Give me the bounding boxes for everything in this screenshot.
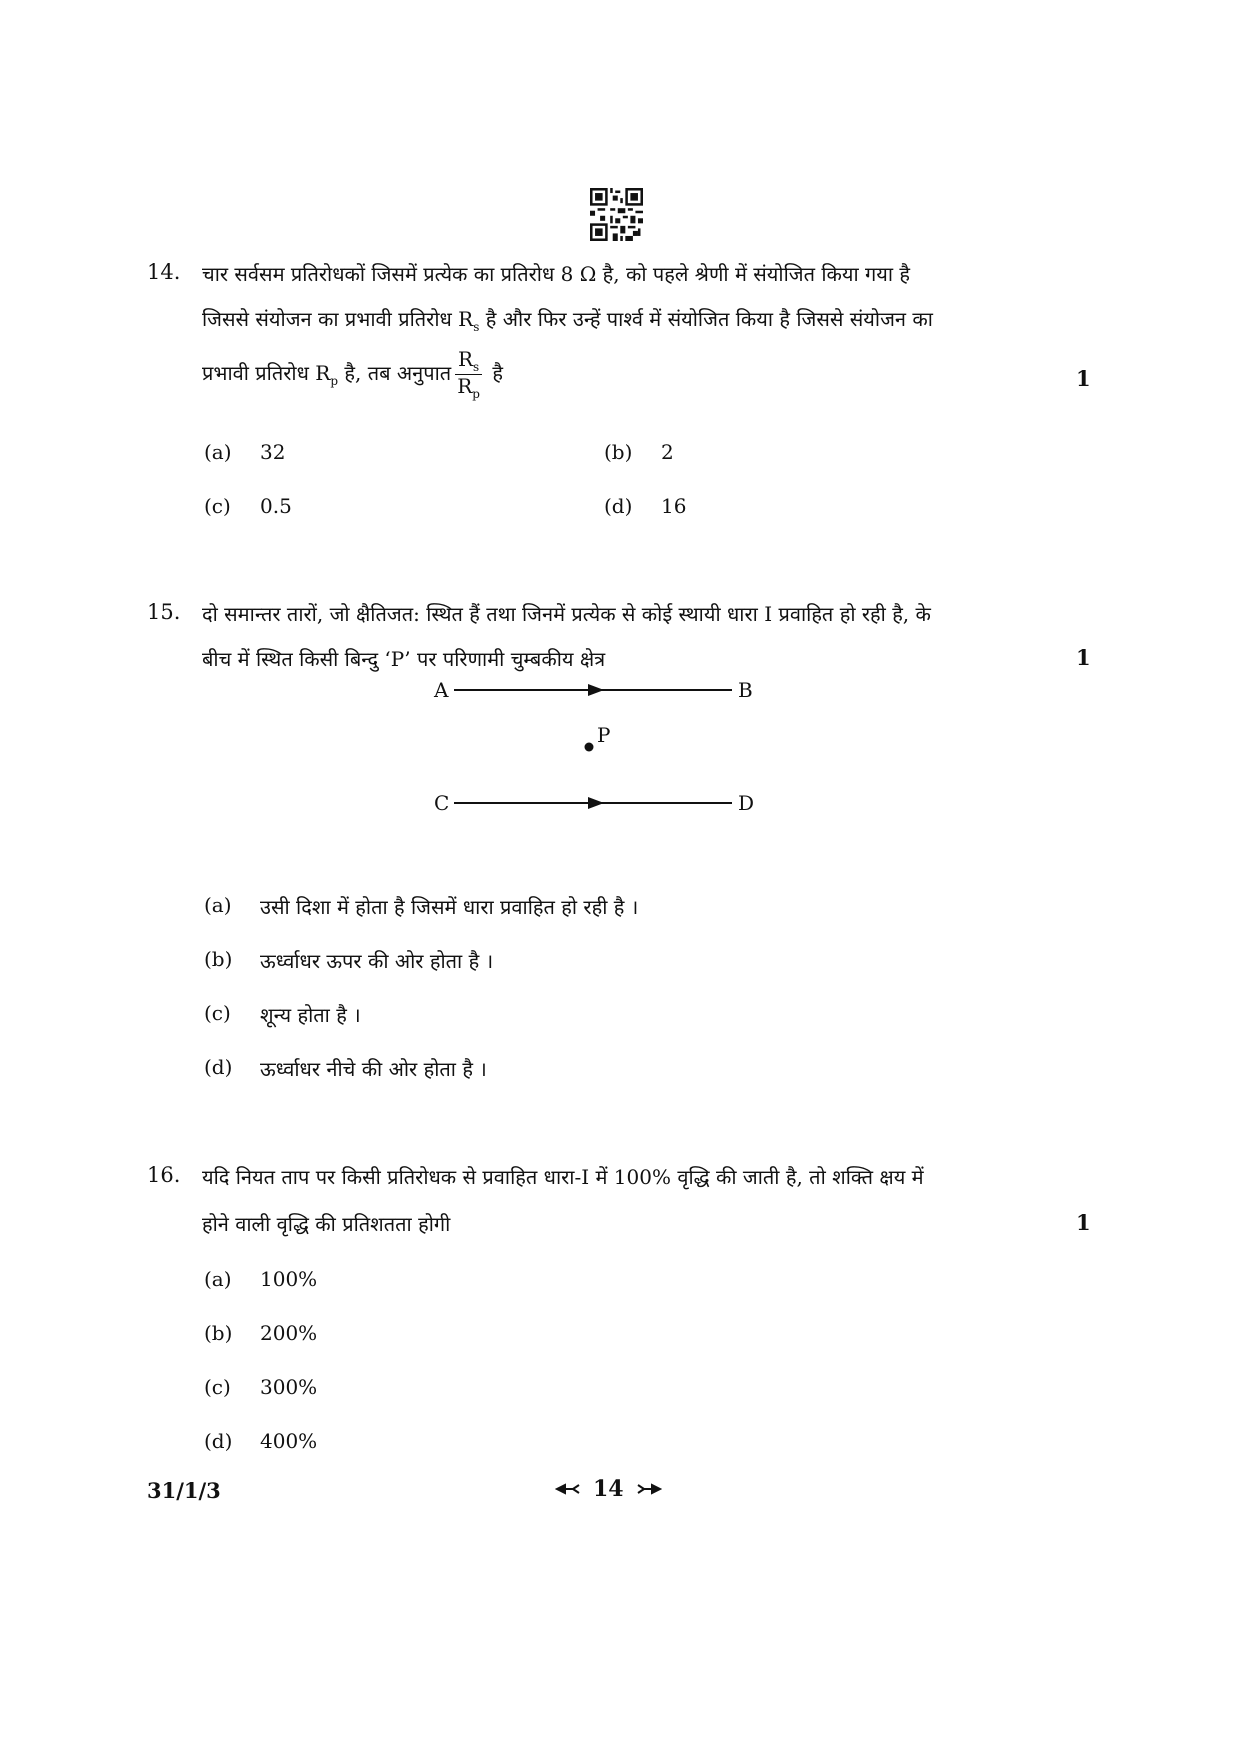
marks: 1 (1076, 366, 1091, 391)
page-number-block (555, 1476, 662, 1502)
paper-code: 31/1/3 (147, 1478, 221, 1503)
option-text: 400% (260, 1429, 318, 1453)
question-number: 15. (147, 600, 181, 624)
option-text: 300% (260, 1375, 318, 1399)
marks: 1 (1076, 645, 1091, 670)
question-text-line: जिससे संयोजन का प्रभावी प्रतिरोध $R_s$ है और फिर उन्हें पार्श्व में संयोजित किया है जिससे संयोजन का (202, 307, 933, 334)
option-label: (c) (204, 494, 231, 518)
option-text: 2 (661, 440, 674, 464)
option-text: 100% (260, 1267, 318, 1291)
option-text: उसी दिशा में होता है जिसमें धारा प्रवाहित हो रही है । (260, 895, 639, 919)
option-text: शून्य होता है । (260, 1003, 361, 1027)
option-label: (c) (204, 1375, 231, 1399)
option-text: 32 (260, 440, 286, 464)
question-number: 16. (147, 1163, 181, 1187)
current-arrow-icon (588, 684, 604, 696)
wire-label-c: C (434, 791, 450, 815)
question-number: 14. (147, 260, 181, 284)
option-label: (b) (204, 947, 233, 971)
wire-label-d: D (738, 791, 755, 815)
option-label: (d) (604, 494, 633, 518)
option-text: ऊर्ध्वाधर ऊपर की ओर होता है । (260, 949, 494, 973)
option-label: (c) (204, 1001, 231, 1025)
page-number: 14 (593, 1476, 624, 1502)
option-label: (b) (204, 1321, 233, 1345)
option-label: (a) (204, 893, 232, 917)
wire-label-a: A (434, 678, 449, 702)
marks: 1 (1076, 1210, 1091, 1235)
question-text-line: दो समान्तर तारों, जो क्षैतिजत: स्थित हैं तथा जिनमें प्रत्येक से कोई स्थायी धारा I प्रवाहित हो रही है, के (202, 602, 931, 626)
wire-label-b: B (738, 678, 753, 702)
question-text-line: चार सर्वसम प्रतिरोधकों जिसमें प्रत्येक का प्रतिरोध 8 Ω है, को पहले श्रेणी में संयोजित किया गया है (202, 262, 911, 286)
option-text: ऊर्ध्वाधर नीचे की ओर होता है । (260, 1057, 487, 1081)
question-text-line: यदि नियत ताप पर किसी प्रतिरोधक से प्रवाहित धारा-I में 100% वृद्धि की जाती है, तो शक्ति क्षय में (202, 1165, 924, 1189)
option-label: (d) (204, 1429, 233, 1453)
option-label: (d) (204, 1055, 233, 1079)
qr-code (590, 188, 643, 241)
option-label: (a) (204, 440, 232, 464)
question-text-line: बीच में स्थित किसी बिन्दु ‘P’ पर परिणामी चुम्बकीय क्षेत्र (202, 647, 606, 671)
current-arrow-icon (588, 797, 604, 809)
option-text: 16 (661, 494, 687, 518)
point-label-p: P (597, 723, 611, 747)
point-p-dot (585, 743, 594, 752)
parallel-wires-diagram (420, 670, 760, 830)
question-text-line: होने वाली वृद्धि की प्रतिशतता होगी (202, 1212, 451, 1236)
ornament-right-icon (634, 1482, 662, 1496)
option-text: 0.5 (260, 494, 292, 518)
option-text: 200% (260, 1321, 318, 1345)
option-label: (b) (604, 440, 633, 464)
ornament-left-icon (555, 1482, 583, 1496)
option-label: (a) (204, 1267, 232, 1291)
question-text-line: प्रभावी प्रतिरोध $R_p$ है, तब अनुपात $\frac{R_s}{R_p}$ है (202, 347, 503, 402)
ratio-fraction: $\frac{R_s}{R_p}$ (457, 347, 480, 402)
